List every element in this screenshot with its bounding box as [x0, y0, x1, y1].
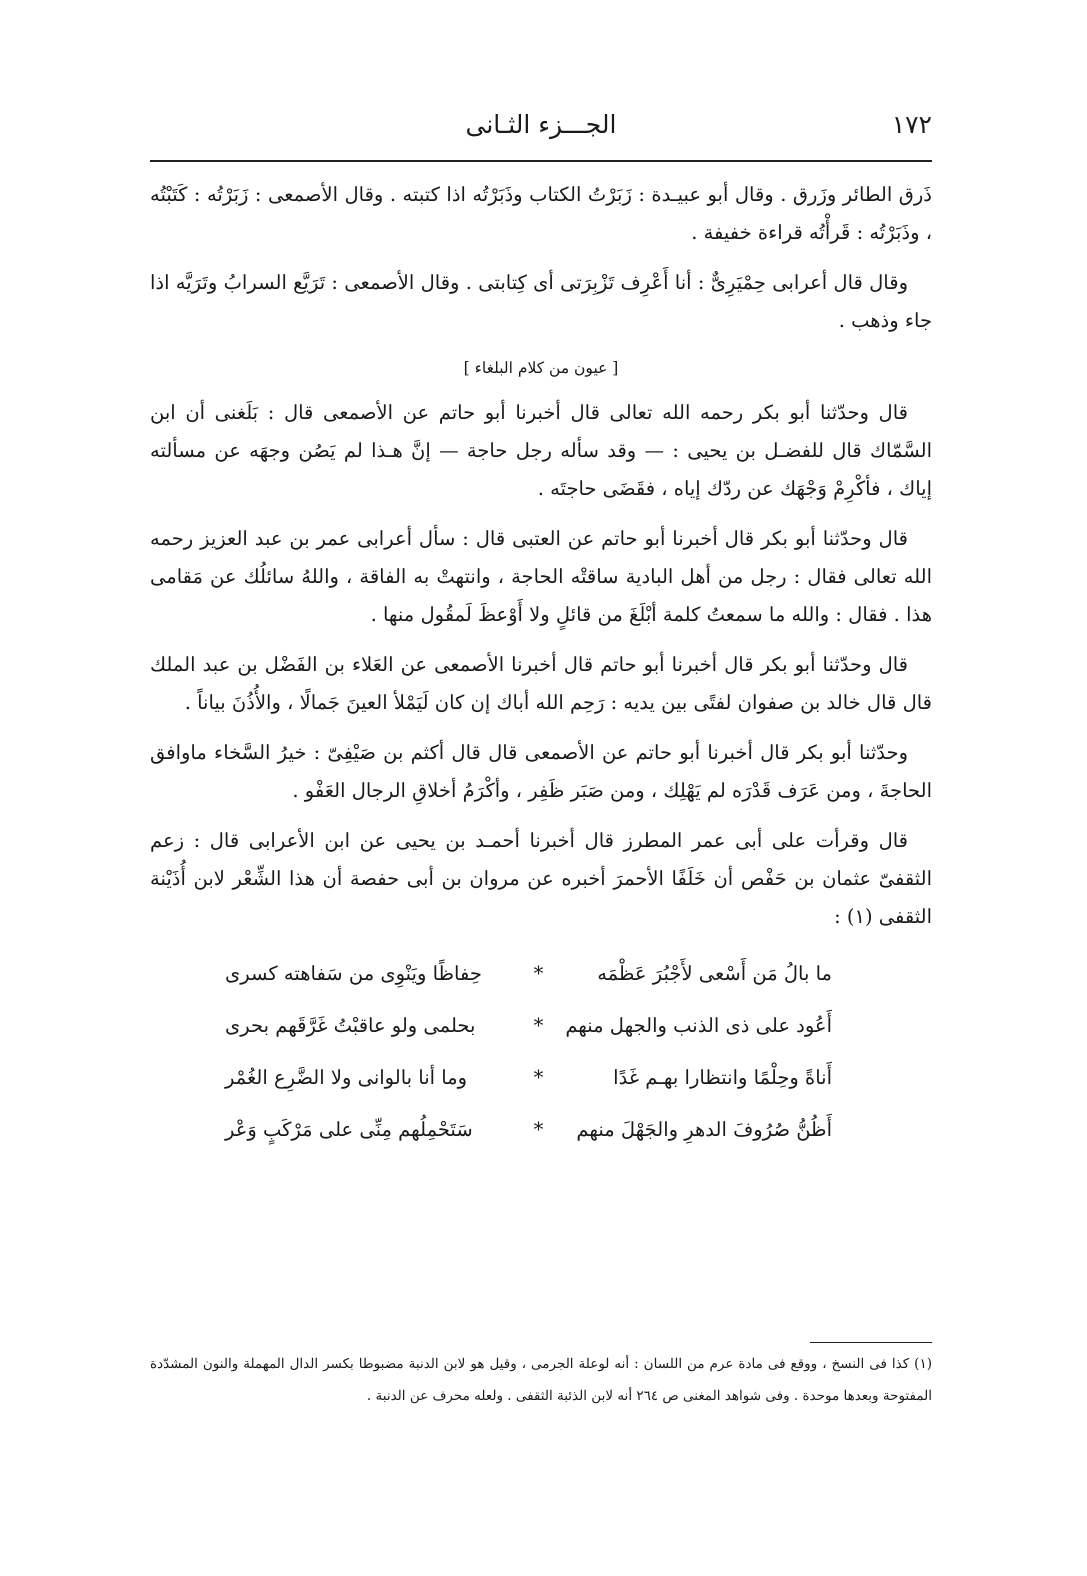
paragraph: قال وحدّثنا أبو بكر رحمه الله تعالى قال أخبرنا أبو حاتم عن الأصمعى قال : بَلَغنى أن ابن السَّمّاك قال للفضـل بن يحيى : — وقد سأله رجل حاجة — إنَّ هـذا لم يَصُن وجهَه عن مسألته إياك ، فأكْرِمْ وَجْهَك عن ردّك إياه ، فقَضَى حاجتَه .	[150, 401, 932, 500]
verse-line	[225, 1000, 832, 1052]
main-text	[150, 176, 932, 1156]
verse-hemistich-second: سَتَحْمِلُهم مِنِّى على مَرْكَبٍ وَعْر	[224, 1118, 473, 1141]
verse-hemistich-second: بحلمى ولو عاقبْتُ غَرَّقَهم بحرى	[224, 1014, 476, 1037]
page-header	[150, 100, 932, 150]
footnote-rule	[810, 1342, 932, 1343]
verse-separator: *	[533, 1014, 544, 1037]
verse-line	[225, 948, 832, 1000]
verse-hemistich-first: أَعُود على ذى الذنب والجهل منهم	[565, 1014, 832, 1037]
paragraph: قال وحدّثنا أبو بكر قال أخبرنا أبو حاتم قال أخبرنا الأصمعى عن العَلاء بن الفَضْل بن عبد الملك قال قال خالد بن صفوان لفتًى بين يديه : رَحِم الله أباك إن كان لَيَمْلأ العينَ جَمالًا ، والأُذُنَ بياناً .	[150, 653, 932, 714]
running-title: الجـــزء الثـانى	[465, 110, 617, 139]
verse-line	[225, 1052, 832, 1104]
verse-separator: *	[533, 1066, 544, 1089]
paragraph: وحدّثنا أبو بكر قال أخبرنا أبو حاتم عن الأصمعى قال قال أكثم بن صَيْفِىّ : خيرُ السَّخاء ماوافق الحاجةَ ، ومن عَرَف قَدْرَه لم يَهْلِك ، ومن صَبَر ظَفِر ، وأكْرَمُ أخلاقِ الرجال العَفْو .	[150, 741, 932, 802]
verse-separator: *	[533, 1118, 544, 1141]
verse-hemistich-first: أَظُنُّ صُرُوفَ الدهرِ والجَهْلَ منهم	[576, 1118, 832, 1141]
section-heading: [ عيون من كلام البلغاء ]	[463, 359, 619, 377]
verse-hemistich-first: أَناةً وحِلْمًا وانتظارا بهـم غَدًا	[613, 1066, 832, 1089]
poem	[150, 948, 932, 1156]
paragraph: ذَرق الطائر وزَرق . وقال أبو عبيـدة : زَبَرْتُ الكتاب وذَبَرْتُه اذا كتبته . وقال الأصمعى : زَبَرْتُه : كَتَبْتُه ، وذَبَرْتُه : قَرأْتُه قراءة خفيفة .	[150, 183, 932, 244]
page-number: ١٧٢	[891, 110, 932, 139]
verse-hemistich-second: حِفاظًا ويَنْوِى من سَفاهته كسرى	[224, 962, 482, 985]
verse-separator: *	[533, 962, 544, 985]
verse-hemistich-second: وما أنا بالوانى ولا الضَّرِع الغُمْر	[224, 1066, 468, 1089]
verse-hemistich-first: ما بالُ مَن أَسْعى لأَجْبُرَ عَظْمَه	[597, 962, 832, 985]
paragraph: وقال قال أعرابى حِمْيَرِىٌّ : أنا أَعْرِف تَزْبِرَتى أى كِتابتى . وقال الأصمعى : تَرَيَّع السرابُ وتَرَيَّه اذا جاء وذهب .	[150, 271, 932, 332]
verse-line	[225, 1104, 832, 1156]
paragraph: قال وحدّثنا أبو بكر قال أخبرنا أبو حاتم عن العتبى قال : سأل أعرابى عمر بن عبد العزيز رحمه الله تعالى فقال : رجل من أهل البادية ساقتْه الحاجة ، وانتهتْ به الفاقة ، واللهُ سائلُك عن مَقامى هذا . فقال : والله ما سمعتُ كلمة أبْلَغَ من قائلٍ ولا أَوْعظَ لَمقُول منها .	[150, 527, 932, 626]
paragraph: قال وقرأت على أبى عمر المطرز قال أخبرنا أحمـد بن يحيى عن ابن الأعرابى قال : زعم الثقفىّ عثمان بن حَفْص أن خَلَفًا الأحمرَ أخبره عن مروان بن أبى حفصة أن هذا الشِّعْر لابن أُذَيْنة الثقفى (١) :	[150, 829, 932, 928]
footnote: (١) كذا فى النسخ ، ووقع فى مادة عرم من اللسان : أنه لوعلة الجرمى ، وقيل هو لابن الدنبة مضبوطا بكسر الدال المهملة والنون المشدّدة المفتوحة وبعدها موحدة . وفى شواهد المغنى ص ٢٦٤ أنه لابن الذئبة الثقفى . ولعله محرف عن الدنبة .	[150, 1356, 932, 1404]
header-rule	[150, 160, 932, 162]
